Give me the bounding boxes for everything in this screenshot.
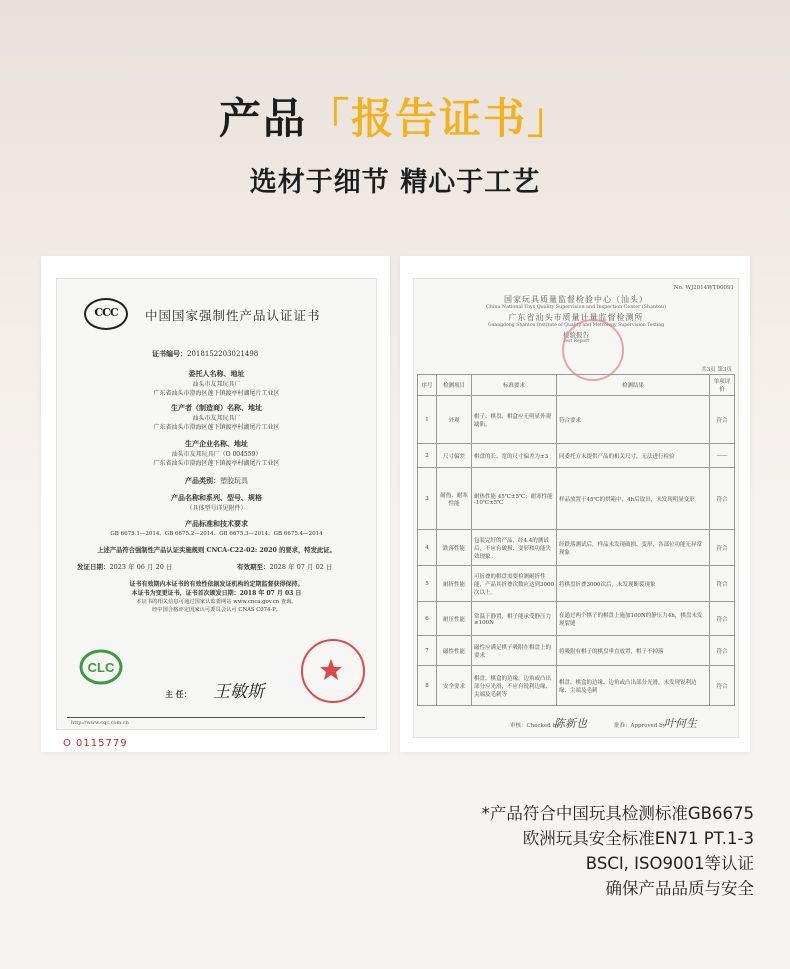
- reviewer-signature: 陈新也: [554, 717, 587, 730]
- producer-address: 广东省汕头市澄海区莲下镇渡亭村湖尾片工业区: [153, 424, 280, 431]
- product-category: 产品类别：塑胶玩具: [185, 476, 248, 485]
- certificate-heading: 中国国家强制性产品认证证书: [145, 308, 321, 323]
- report-title-en: Test Report: [562, 339, 590, 344]
- certification-notes: [482, 801, 754, 901]
- serial-number: O 0115779: [63, 738, 128, 749]
- table-row: 3 耐热、耐寒性能 耐热性能 45℃±5℃；耐寒性能 -10℃±5℃ 样品放置于45℃的烘箱中，4h后取出，未发现明显变形 符合: [418, 468, 735, 530]
- page-indicator: 共3页 第3页: [701, 367, 732, 373]
- footer-divider: [67, 717, 365, 718]
- org-name-cn: 国家玩具质量监督检验中心（汕头）: [504, 295, 648, 304]
- header-index: 序号: [418, 375, 437, 396]
- standards-list: GB 6675.1—2014、GB 6675.2—2014、GB 6675.3—2014、GB 6675.4—2014: [110, 531, 323, 537]
- cert-number: 证书编号：2018152203021498: [152, 349, 259, 358]
- standards-label: 产品标准和技术要求: [185, 519, 248, 528]
- producer-name: 汕头市友邦玩具厂: [192, 415, 241, 422]
- institute-name-cn: 广东省汕头市质量计量监督检测所: [508, 313, 644, 322]
- test-report: [413, 278, 739, 738]
- note-line: *产品符合中国玩具检测标准GB6675: [481, 804, 754, 823]
- signature-label: 主 任：: [165, 689, 192, 699]
- cert-note-4: 经中国合格评定国家认可委员会认可 CNAS C074-P。: [151, 607, 282, 613]
- table-row: 2 尺寸偏差 棋盘的长、宽的尺寸偏差为±3 同委托方未提供产品的相关尺寸，无法进行检验 ——: [418, 444, 735, 468]
- approved-label: 批准：Approved by: [614, 723, 666, 729]
- header-result: 检测结果: [557, 375, 710, 396]
- note-line: BSCI, ISO9001等认证: [585, 854, 754, 873]
- valid-until: 有效期至：2028 年 07 月 02 日: [237, 563, 333, 571]
- table-row: 6 耐压性能 常温下静置，棋子能承受静压力≥100N 在通过两个棋子的棋盘上施加100N的静压力4h，棋盘未发现裂缝 符合: [418, 602, 735, 636]
- official-seal: [301, 639, 365, 703]
- ccc-certificate: [56, 278, 377, 730]
- report-number: No. WJ2014WT00091: [673, 285, 734, 291]
- cert-note-2: 本证书为变更证书，证书首次颁发日期：2018 年 07 月 03 日: [131, 590, 302, 597]
- issue-date: 发证日期：2023 年 06 月 20 日: [77, 563, 173, 571]
- entrusting-name: 汕头市友邦玩具厂: [192, 381, 241, 388]
- cert-note-1: 证书有效期内本证书的有效性依据发证机构的定期监督获得保持。: [129, 581, 304, 588]
- product-label: 产品名称和系列、型号、规格: [171, 493, 262, 502]
- table-row: 1 外观 棋子、棋盘、棋盒应无明显外观缺陷。 符合要求 符合: [418, 396, 735, 444]
- reviewed-label: 审核：Checked by: [510, 723, 560, 729]
- factory-label: 生产企业名称、地址: [185, 439, 248, 448]
- org-name-en: China National Toys Quality Supervision and Inspection Center (Shantou): [486, 305, 666, 310]
- producer-label: 生产者（制造商）名称、地址: [171, 403, 262, 412]
- report-title-cn: 检验报告: [563, 331, 589, 339]
- certificate-statement: 上述产品符合强制性产品认证实施规则 CNCA-C22-02: 2020 的要求，特发此证。: [97, 547, 336, 554]
- table-header-row: [418, 375, 735, 396]
- header-item: 检测项目: [437, 375, 472, 396]
- svg-text:CLC: CLC: [87, 660, 115, 675]
- entrusting-address: 广东省汕头市澄海区莲下镇渡亭村湖尾片工业区: [153, 390, 280, 397]
- header-standard: 标准要求: [472, 375, 557, 396]
- factory-address: 广东省汕头市澄海区莲下镇渡亭村湖尾片工业区: [153, 460, 280, 467]
- title-accent: 「报告证书」: [307, 94, 572, 143]
- certificate-card[interactable]: [41, 256, 390, 752]
- factory-name: 汕头市友邦玩具厂（O 004559）: [171, 451, 262, 458]
- header-verdict: 单项评价: [710, 375, 735, 396]
- title-prefix: 产品: [218, 94, 307, 143]
- test-results-table: [417, 374, 735, 706]
- footer-url: http://www.cqc.com.cn: [71, 720, 129, 726]
- institute-name-en: Guangdong Shantou Institute of Quality and Metrology Supervision Testing: [487, 323, 665, 328]
- cert-note-3: 本证书的相关信息可通过国家认监委网站 www.cnca.gov.cn 查询。: [136, 599, 297, 605]
- note-line: 欧洲玩具安全标准EN71 PT.1-3: [522, 829, 754, 848]
- approver-signature: 叶何生: [664, 717, 697, 730]
- product-note: （具体型号详见附件）: [186, 505, 247, 512]
- ccc-logo-icon: CCC: [84, 298, 128, 330]
- entrusting-label: 委托人名称、地址: [188, 369, 245, 378]
- clc-logo-icon: [79, 649, 123, 685]
- note-line: 确保产品品质与安全: [605, 879, 754, 898]
- director-signature: 王敏斯: [213, 682, 264, 702]
- report-seal: [562, 319, 624, 381]
- test-report-card[interactable]: [400, 256, 750, 752]
- table-row: 4 跌落性能 包装完好的产品，经4.4的测试后，不应有破损、变形和功能失效现象。 经跌落测试后，样品未发现破损、变形、各部位功能无异常现象 符合: [418, 530, 735, 566]
- table-row: 8 安全要求 棋盘、棋盒的边缘，边角或凸出部分应光滑，不应有锐利边缘、尖端及毛刺等 棋盘、棋盒的边缘、边角或凸出部分光滑，未发现锐利边缘、尖端及毛刺 符合: [418, 666, 735, 706]
- page-subtitle: 选材于细节 精心于工艺: [249, 167, 541, 198]
- page-title: [0, 86, 790, 146]
- table-row: 7 磁性性能 磁性应满足棋子吸附在棋盘上的要求 将吸附有棋子的棋盘垂直放置，棋子不掉落 符合: [418, 636, 735, 666]
- table-row: 5 耐折性能 可折叠的棋盘需要检测耐折性能，产品其折叠次数应达到3000次以上。 将棋盘折叠3000次后，未发现断裂现象 符合: [418, 566, 735, 602]
